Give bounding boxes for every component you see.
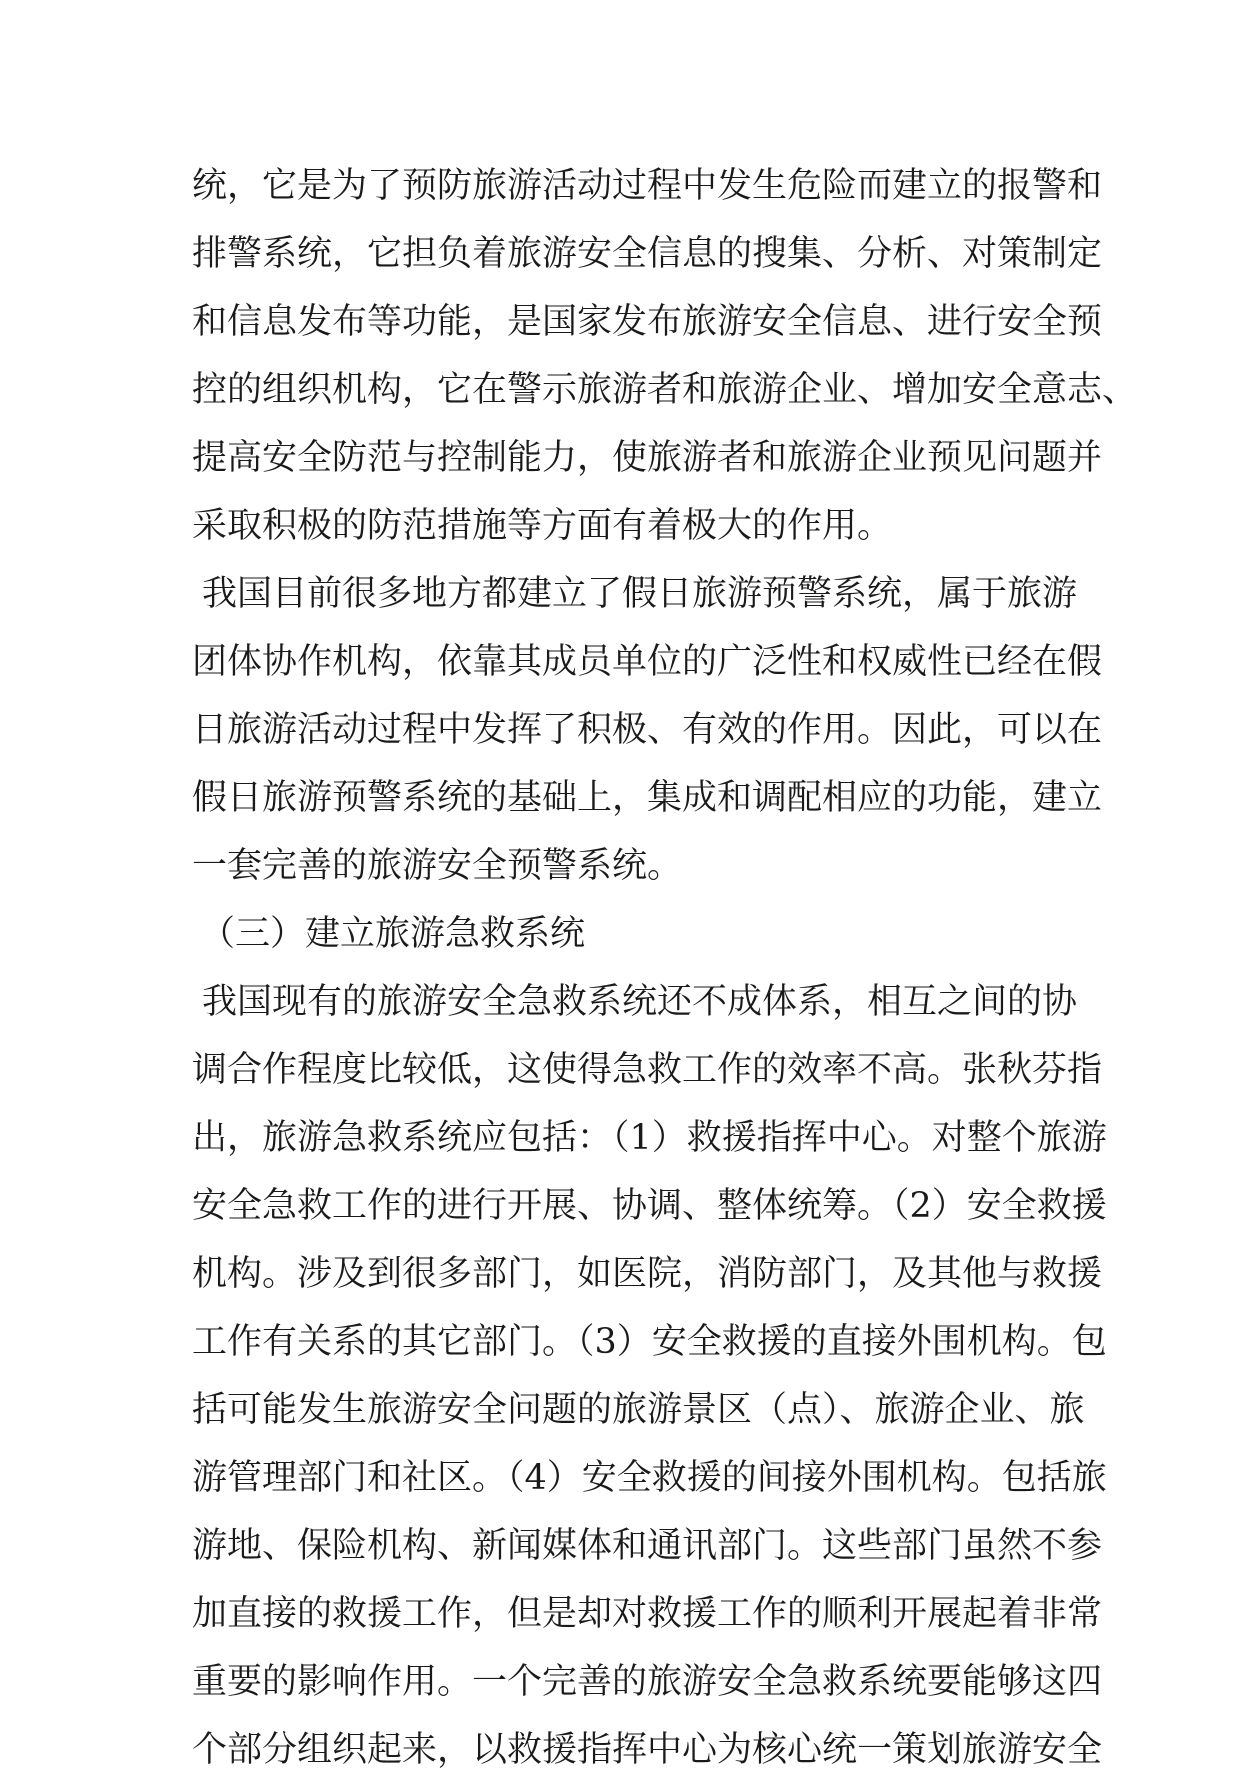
- section-heading: （三）建立旅游急救系统: [200, 914, 586, 954]
- document-page: [192, 152, 1138, 1784]
- text-line: 一套完善的旅游安全预警系统。: [192, 846, 683, 886]
- text-line: 统，它是为了预防旅游活动过程中发生危险而建立的报警和: [192, 166, 1103, 206]
- text-line: 排警系统，它担负着旅游安全信息的搜集、分析、对策制定: [192, 234, 1103, 274]
- text-line: 团体协作机构，依靠其成员单位的广泛性和权威性已经在假: [192, 642, 1103, 682]
- text-line: 重要的影响作用。一个完善的旅游安全急救系统要能够这四: [192, 1662, 1103, 1702]
- text-line: 提高安全防范与控制能力，使旅游者和旅游企业预见问题并: [192, 438, 1103, 478]
- text-line: 加直接的救援工作，但是却对救援工作的顺利开展起着非常: [192, 1594, 1103, 1634]
- text-line: 工作有关系的其它部门。（3）安全救援的直接外围机构。包: [192, 1322, 1107, 1362]
- paragraph-first-line: 我国现有的旅游安全急救系统还不成体系，相互之间的协: [202, 982, 1078, 1022]
- text-line: 采取积极的防范措施等方面有着极大的作用。: [192, 506, 893, 546]
- text-line: 游管理部门和社区。（4）安全救援的间接外围机构。包括旅: [192, 1458, 1107, 1498]
- text-line: 假日旅游预警系统的基础上，集成和调配相应的功能，建立: [192, 778, 1103, 818]
- text-line: 控的组织机构，它在警示旅游者和旅游企业、增加安全意志、: [192, 370, 1138, 410]
- text-line: 出，旅游急救系统应包括：（1）救援指挥中心。对整个旅游: [192, 1118, 1107, 1158]
- text-line: 个部分组织起来，以救援指挥中心为核心统一策划旅游安全: [192, 1730, 1103, 1770]
- text-line: 日旅游活动过程中发挥了积极、有效的作用。因此，可以在: [192, 710, 1103, 750]
- text-line: 调合作程度比较低，这使得急救工作的效率不高。张秋芬指: [192, 1050, 1103, 1090]
- text-line: 机构。涉及到很多部门，如医院，消防部门，及其他与救援: [192, 1254, 1103, 1294]
- text-line: 和信息发布等功能，是国家发布旅游安全信息、进行安全预: [192, 302, 1103, 342]
- text-line: 游地、保险机构、新闻媒体和通讯部门。这些部门虽然不参: [192, 1526, 1103, 1566]
- paragraph-first-line: 我国目前很多地方都建立了假日旅游预警系统，属于旅游: [202, 574, 1078, 614]
- text-line: 安全急救工作的进行开展、协调、整体统筹。（2）安全救援: [192, 1186, 1107, 1226]
- text-line: 括可能发生旅游安全问题的旅游景区（点）、旅游企业、旅: [192, 1390, 1085, 1430]
